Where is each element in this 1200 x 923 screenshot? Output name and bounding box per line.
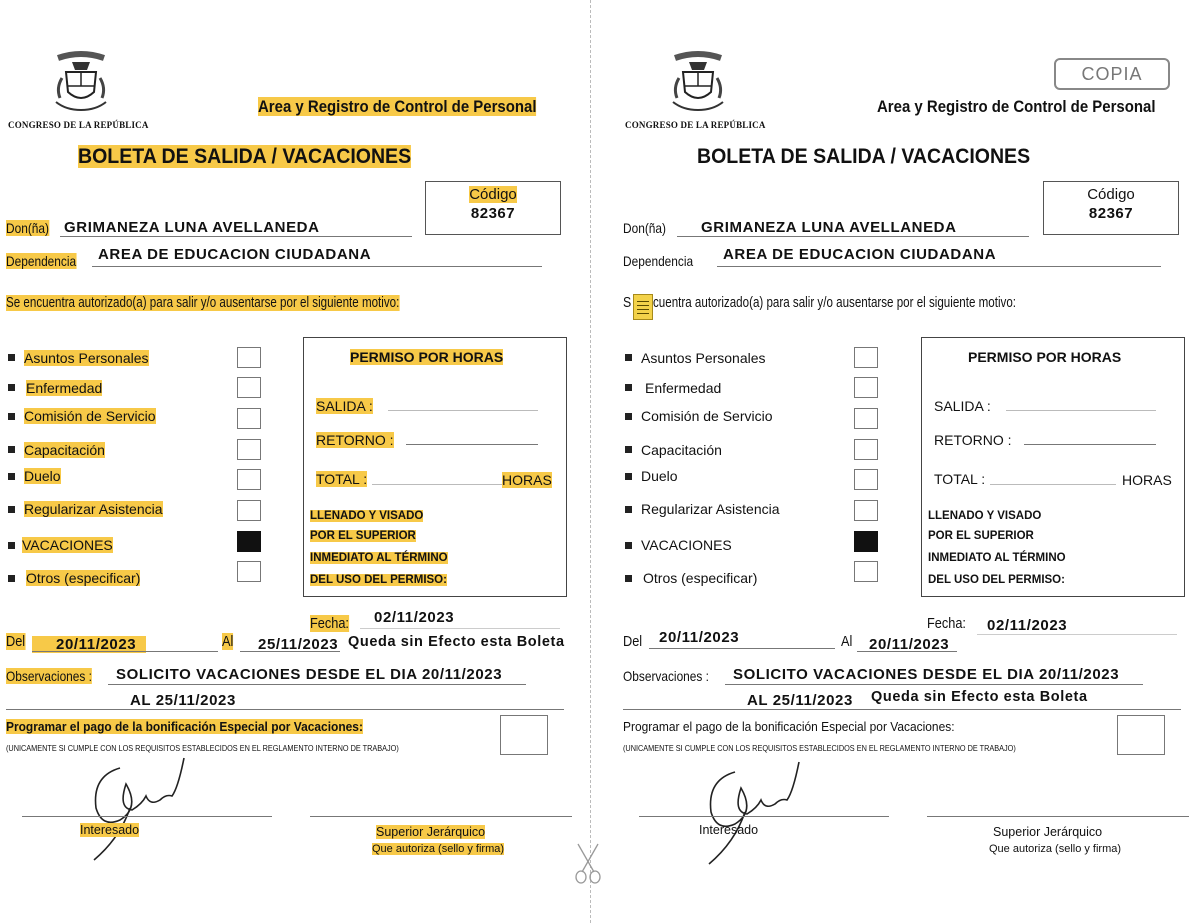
motive-prefix: S: [623, 295, 632, 311]
date-value: 02/11/2023: [987, 617, 1068, 634]
date-label: Fecha:: [310, 615, 349, 632]
name-label: Don(ña): [6, 220, 50, 236]
checkbox-capacitacion[interactable]: [237, 439, 261, 460]
option-label: Capacitación: [641, 442, 722, 458]
bullet-icon: [625, 413, 632, 420]
superior-label: Superior Jerárquico: [993, 825, 1103, 839]
bullet-icon: [8, 446, 15, 453]
horas-label: HORAS: [1122, 472, 1172, 488]
area-title: Area y Registro de Control de Personal: [258, 97, 537, 116]
form-title: BOLETA DE SALIDA / VACACIONES: [78, 145, 412, 168]
salida-line: [388, 410, 538, 411]
from-value: 20/11/2023: [32, 636, 146, 653]
interested-label: Interesado: [80, 823, 140, 837]
checkbox-asuntos-personales[interactable]: [854, 347, 878, 368]
permission-note-4: DEL USO DEL PERMISO:: [310, 574, 447, 586]
option-label: Asuntos Personales: [641, 350, 766, 366]
permission-title: PERMISO POR HORAS: [968, 349, 1122, 365]
option-label: Duelo: [641, 468, 678, 484]
option-label: Capacitación: [24, 442, 105, 458]
dependency-label: Dependencia: [623, 253, 694, 269]
superior-signature-line: [310, 816, 572, 817]
name-value: GRIMANEZA LUNA AVELLANEDA: [701, 219, 957, 236]
total-label: TOTAL :: [934, 471, 986, 487]
dependency-value: AREA DE EDUCACION CIUDADANA: [98, 246, 372, 263]
checkbox-capacitacion[interactable]: [854, 439, 878, 460]
name-line: [677, 236, 1029, 237]
superior-signature-line: [927, 816, 1189, 817]
option-label: VACACIONES: [641, 537, 732, 553]
bonus-checkbox[interactable]: [500, 715, 548, 755]
date-value: 02/11/2023: [374, 609, 455, 626]
checkbox-comision[interactable]: [854, 408, 878, 429]
permission-note-1: LLENADO Y VISADO: [310, 510, 424, 522]
bonus-text: Programar el pago de la bonificación Especial por Vacaciones:: [6, 719, 363, 734]
option-label: Otros (especificar): [26, 570, 141, 586]
observations-label: Observaciones :: [6, 668, 92, 684]
sticky-note-icon[interactable]: [633, 294, 653, 320]
checkbox-regularizar[interactable]: [237, 500, 261, 521]
observations-line-2: [623, 709, 1181, 710]
signature-drawing: [80, 748, 200, 863]
superior-note: Que autoriza (sello y firma): [989, 843, 1122, 855]
permission-note-4: DEL USO DEL PERMISO:: [928, 574, 1065, 586]
option-label: Enfermedad: [645, 380, 722, 396]
observations-label: Observaciones :: [623, 668, 709, 684]
checkbox-vacaciones[interactable]: [854, 531, 878, 552]
bullet-icon: [8, 542, 15, 549]
checkbox-comision[interactable]: [237, 408, 261, 429]
permission-title: PERMISO POR HORAS: [350, 349, 504, 365]
interested-signature-line: [639, 816, 889, 817]
permission-note-2: POR EL SUPERIOR: [310, 530, 416, 542]
code-value: 82367: [1088, 205, 1134, 222]
date-label: Fecha:: [927, 615, 966, 632]
void-note: Queda sin Efecto esta Boleta: [348, 634, 565, 650]
bullet-icon: [625, 384, 632, 391]
checkbox-duelo[interactable]: [854, 469, 878, 490]
option-label: Otros (especificar): [643, 570, 758, 586]
motive-text: cuentra autorizado(a) para salir y/o ausentarse por el siguiente motivo:: [653, 295, 1017, 311]
checkbox-duelo[interactable]: [237, 469, 261, 490]
to-value: 25/11/2023: [258, 636, 339, 653]
interested-signature-line: [22, 816, 272, 817]
dependency-line: [92, 266, 542, 267]
interested-label: Interesado: [699, 823, 759, 837]
permission-hours-box: [921, 337, 1185, 597]
option-label: Duelo: [24, 468, 61, 484]
bullet-icon: [625, 542, 632, 549]
from-label: Del: [6, 633, 26, 650]
bullet-icon: [8, 575, 15, 582]
superior-label: Superior Jerárquico: [376, 825, 486, 839]
right-form: [617, 0, 1200, 923]
option-label: Comisión de Servicio: [641, 408, 773, 424]
bullet-icon: [625, 473, 632, 480]
bonus-checkbox[interactable]: [1117, 715, 1165, 755]
checkbox-regularizar[interactable]: [854, 500, 878, 521]
bullet-icon: [625, 446, 632, 453]
option-label: Asuntos Personales: [24, 350, 149, 366]
permission-note-1: LLENADO Y VISADO: [928, 510, 1042, 522]
to-value: 20/11/2023: [869, 636, 950, 653]
checkbox-enfermedad[interactable]: [237, 377, 261, 398]
form-title: BOLETA DE SALIDA / VACACIONES: [697, 145, 1031, 168]
option-label: Enfermedad: [26, 380, 103, 396]
dependency-value: AREA DE EDUCACION CIUDADANA: [723, 246, 997, 263]
code-label: Código: [1087, 186, 1135, 203]
to-label: Al: [222, 633, 234, 650]
option-label: Comisión de Servicio: [24, 408, 156, 424]
retorno-label: RETORNO :: [316, 432, 394, 448]
total-line: [990, 484, 1116, 485]
coat-of-arms-icon: [623, 48, 773, 122]
date-line: [360, 628, 560, 629]
option-label: Regularizar Asistencia: [641, 501, 780, 517]
name-line: [60, 236, 412, 237]
observations-line2: AL 25/11/2023: [747, 692, 853, 709]
horas-label: HORAS: [502, 472, 552, 488]
from-line: [649, 648, 835, 649]
organization-name: CONGRESO DE LA REPÚBLICA: [8, 120, 149, 130]
observations-line-2: [6, 709, 564, 710]
name-value: GRIMANEZA LUNA AVELLANEDA: [64, 219, 320, 236]
bullet-icon: [8, 384, 15, 391]
checkbox-enfermedad[interactable]: [854, 377, 878, 398]
to-label: Al: [841, 633, 853, 650]
code-box: [425, 181, 561, 235]
retorno-line: [1024, 444, 1156, 445]
salida-label: SALIDA :: [934, 398, 991, 414]
coat-of-arms-icon: [6, 48, 156, 122]
observations-line2: AL 25/11/2023: [130, 692, 236, 709]
bullet-icon: [625, 575, 632, 582]
option-label: Regularizar Asistencia: [24, 501, 163, 517]
observations-line1: SOLICITO VACACIONES DESDE EL DIA 20/11/2023: [116, 666, 503, 683]
checkbox-otros[interactable]: [237, 561, 261, 582]
copy-stamp: COPIA: [1054, 58, 1170, 90]
checkbox-vacaciones[interactable]: [237, 531, 261, 552]
motive-text: Se encuentra autorizado(a) para salir y/o ausentarse por el siguiente motivo:: [6, 295, 400, 311]
bullet-icon: [8, 506, 15, 513]
observations-line1: SOLICITO VACACIONES DESDE EL DIA 20/11/2023: [733, 666, 1120, 683]
bonus-note: (UNICAMENTE SI CUMPLE CON LOS REQUISITOS ESTABLECIDOS EN EL REGLAMENTO INTERNO DE TRABAJO): [6, 743, 399, 753]
permission-note-2: POR EL SUPERIOR: [928, 530, 1034, 542]
permission-hours-box: [303, 337, 567, 597]
checkbox-otros[interactable]: [854, 561, 878, 582]
observations-line-1: [108, 684, 526, 685]
salida-line: [1006, 410, 1156, 411]
superior-note: Que autoriza (sello y firma): [372, 843, 505, 855]
name-label: Don(ña): [623, 220, 667, 236]
dependency-line: [717, 266, 1161, 267]
date-line: [977, 634, 1177, 635]
dependency-label: Dependencia: [6, 253, 77, 269]
void-note: Queda sin Efecto esta Boleta: [871, 689, 1088, 705]
area-title: Area y Registro de Control de Personal: [877, 97, 1156, 116]
organization-name: CONGRESO DE LA REPÚBLICA: [625, 120, 766, 130]
bonus-text: Programar el pago de la bonificación Especial por Vacaciones:: [623, 719, 955, 734]
code-box: [1043, 181, 1179, 235]
from-line: [32, 651, 218, 652]
bullet-icon: [625, 354, 632, 361]
observations-line-1: [725, 684, 1143, 685]
bonus-note: (UNICAMENTE SI CUMPLE CON LOS REQUISITOS ESTABLECIDOS EN EL REGLAMENTO INTERNO DE TRABAJO): [623, 743, 1016, 753]
from-label: Del: [623, 633, 643, 650]
bullet-icon: [625, 506, 632, 513]
retorno-line: [406, 444, 538, 445]
permission-note-3: INMEDIATO AL TÉRMINO: [310, 552, 448, 564]
checkbox-asuntos-personales[interactable]: [237, 347, 261, 368]
salida-label: SALIDA :: [316, 398, 373, 414]
from-value: 20/11/2023: [659, 629, 740, 646]
bullet-icon: [8, 413, 15, 420]
signature-drawing: [695, 752, 815, 867]
option-label: VACACIONES: [22, 537, 113, 553]
retorno-label: RETORNO :: [934, 432, 1012, 448]
bullet-icon: [8, 354, 15, 361]
code-value: 82367: [470, 205, 516, 222]
permission-note-3: INMEDIATO AL TÉRMINO: [928, 552, 1066, 564]
total-label: TOTAL :: [316, 471, 368, 487]
code-label: Código: [469, 186, 517, 203]
bullet-icon: [8, 473, 15, 480]
